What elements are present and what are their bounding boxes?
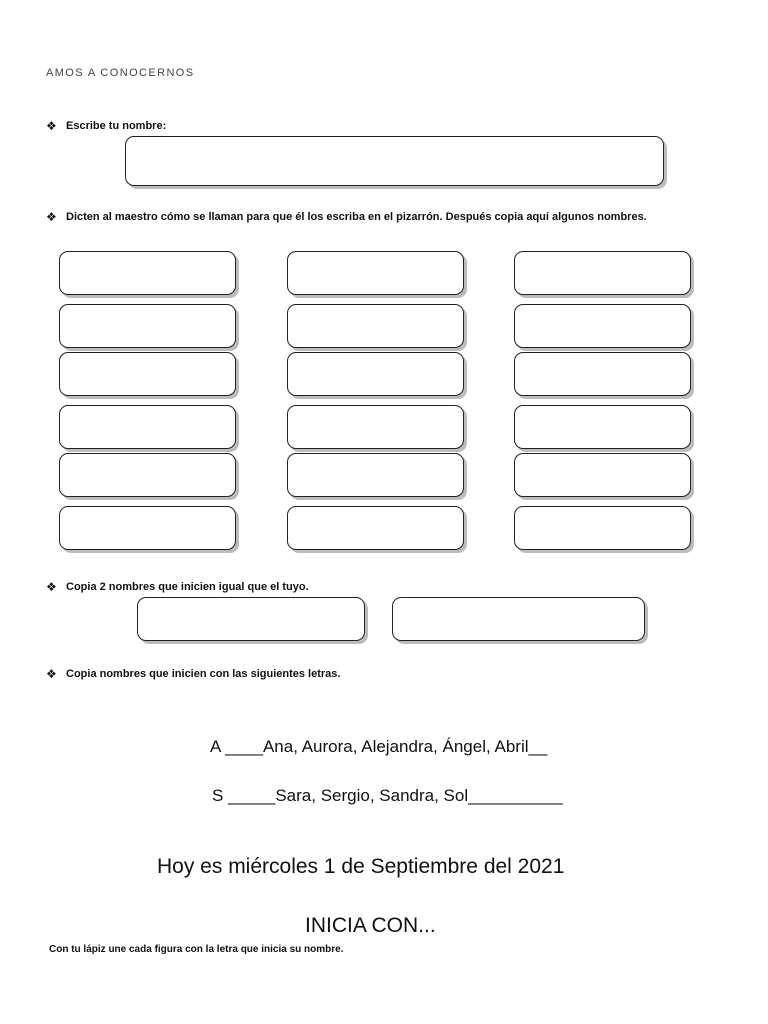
same-initial-box-1[interactable] — [137, 597, 365, 641]
diamond-bullet-icon: ❖ — [46, 119, 57, 133]
letter-s-line: S _____Sara, Sergio, Sandra, Sol__________ — [212, 786, 563, 805]
instruction-write-name — [46, 119, 166, 133]
diamond-bullet-icon: ❖ — [46, 210, 57, 224]
name-box[interactable] — [59, 304, 236, 348]
instruction-text: Copia 2 nombres que inicien igual que el tuyo. — [66, 581, 309, 593]
date-text: Hoy es miércoles 1 de Septiembre del 2021 — [157, 855, 565, 878]
name-box[interactable] — [59, 251, 236, 295]
final-instruction: Con tu lápiz une cada figura con la letra que inicia su nombre. — [49, 944, 344, 955]
name-box[interactable] — [287, 304, 464, 348]
name-box[interactable] — [59, 453, 236, 497]
instruction-letters — [46, 667, 340, 681]
name-box[interactable] — [514, 405, 691, 449]
worksheet-heading: AMOS A CONOCERNOS — [46, 67, 195, 79]
name-box[interactable] — [287, 453, 464, 497]
instruction-text: Dicten al maestro cómo se llaman para que él los escriba en el pizarrón. Después copia aquí algunos nombres. — [66, 211, 647, 223]
same-initial-box-2[interactable] — [392, 597, 645, 641]
name-box[interactable] — [287, 506, 464, 550]
letter-a-line: A ____Ana, Aurora, Alejandra, Ángel, Abril__ — [210, 737, 548, 756]
diamond-bullet-icon: ❖ — [46, 667, 57, 681]
section-title: INICIA CON... — [305, 914, 436, 937]
instruction-text: Copia nombres que inicien con las siguientes letras. — [66, 668, 341, 680]
name-box[interactable] — [514, 453, 691, 497]
name-input-box[interactable] — [125, 136, 664, 186]
name-box[interactable] — [287, 352, 464, 396]
instruction-text: Escribe tu nombre: — [66, 120, 167, 132]
name-box[interactable] — [59, 352, 236, 396]
instruction-same-initial — [46, 580, 309, 594]
name-box[interactable] — [287, 405, 464, 449]
name-box[interactable] — [514, 304, 691, 348]
name-box[interactable] — [59, 405, 236, 449]
name-box[interactable] — [287, 251, 464, 295]
name-box[interactable] — [59, 506, 236, 550]
name-box[interactable] — [514, 506, 691, 550]
diamond-bullet-icon: ❖ — [46, 580, 57, 594]
name-box[interactable] — [514, 251, 691, 295]
instruction-dictate-names — [46, 210, 647, 224]
name-box[interactable] — [514, 352, 691, 396]
